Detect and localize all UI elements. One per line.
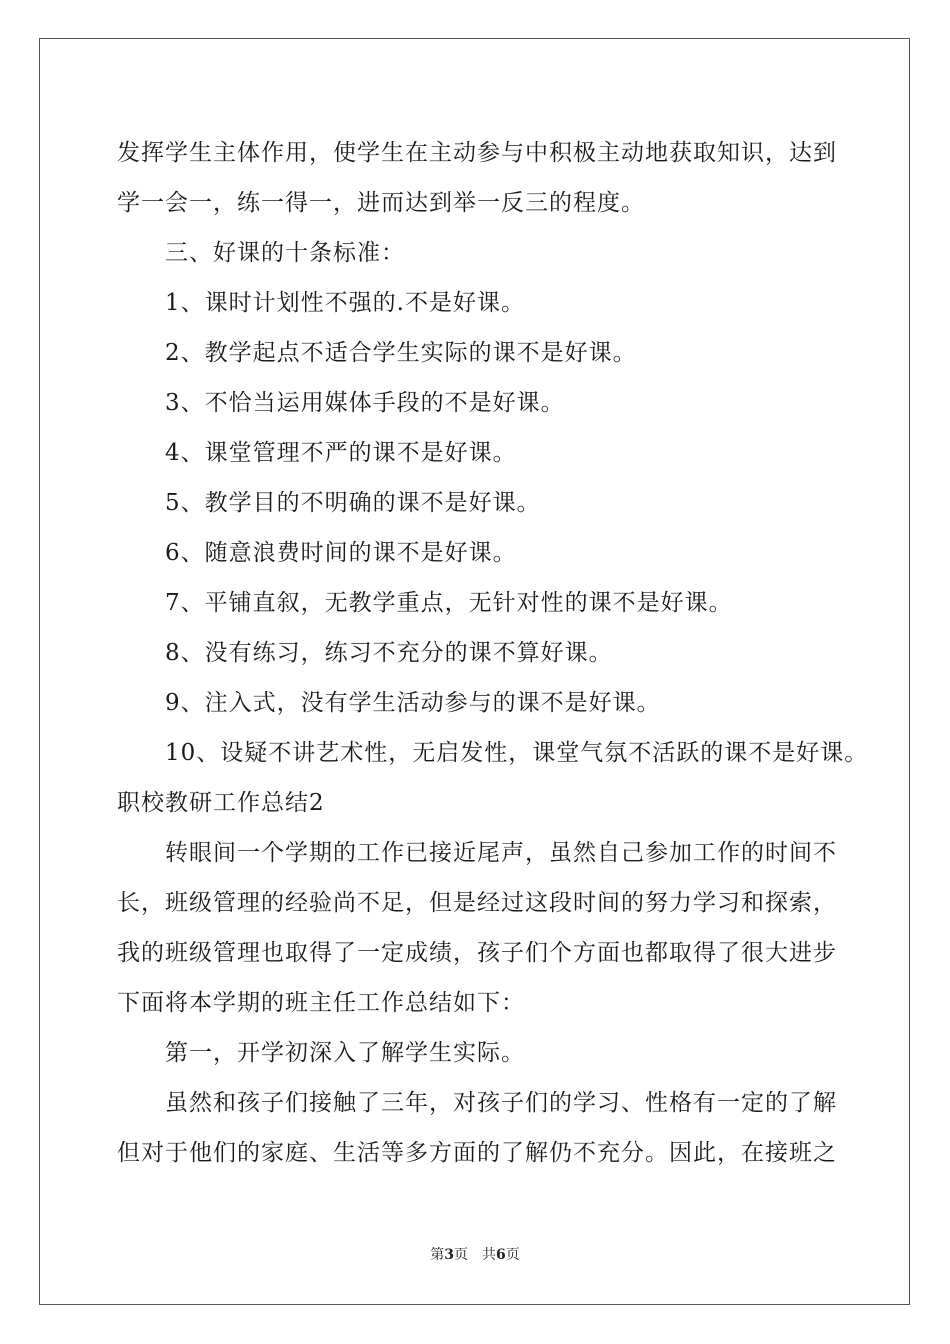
total-suffix: 页 [505,1247,520,1263]
text-line: 我的班级管理也取得了一定成绩，孩子们个方面也都取得了很大进步 [117,940,837,966]
section-heading: 第一，开学初深入了解学生实际。 [165,1040,525,1066]
text-line: 但对于他们的家庭、生活等多方面的了解仍不充分。因此，在接班之 [117,1140,837,1166]
list-item: 1、课时计划性不强的.不是好课。 [165,290,525,316]
section-heading: 三、好课的十条标准： [165,240,405,266]
page-total-number: 6 [496,1247,506,1263]
text-line: 学一会一，练一得一，进而达到举一反三的程度。 [117,190,645,216]
page-suffix: 页 [454,1247,468,1263]
text-line: 虽然和孩子们接触了三年，对孩子们的学习、性格有一定的了解 [165,1090,837,1116]
list-item: 5、教学目的不明确的课不是好课。 [165,490,541,516]
list-item: 8、没有练习，练习不充分的课不算好课。 [165,640,613,666]
list-item: 4、课堂管理不严的课不是好课。 [165,440,517,466]
text-line: 长，班级管理的经验尚不足，但是经过这段时间的努力学习和探索， [117,890,837,916]
page-footer [0,1244,950,1264]
text-line: 转眼间一个学期的工作已接近尾声，虽然自己参加工作的时间不 [165,840,837,866]
list-item: 6、随意浪费时间的课不是好课。 [165,540,517,566]
list-item: 2、教学起点不适合学生实际的课不是好课。 [165,340,637,366]
list-item: 9、注入式，没有学生活动参与的课不是好课。 [165,690,661,716]
text-line: 发挥学生主体作用，使学生在主动参与中积极主动地获取知识，达到 [117,140,837,166]
document-body [117,128,869,1178]
total-prefix: 共 [482,1247,496,1263]
list-item: 10、设疑不讲艺术性，无启发性，课堂气氛不活跃的课不是好课。 [165,740,869,766]
text-line: 下面将本学期的班主任工作总结如下： [117,990,525,1016]
page-prefix: 第 [430,1247,445,1263]
list-item: 3、不恰当运用媒体手段的不是好课。 [165,390,565,416]
article-title: 职校教研工作总结2 [117,790,325,816]
list-item: 7、平铺直叙，无教学重点，无针对性的课不是好课。 [165,590,733,616]
page-current-number: 3 [444,1247,454,1263]
